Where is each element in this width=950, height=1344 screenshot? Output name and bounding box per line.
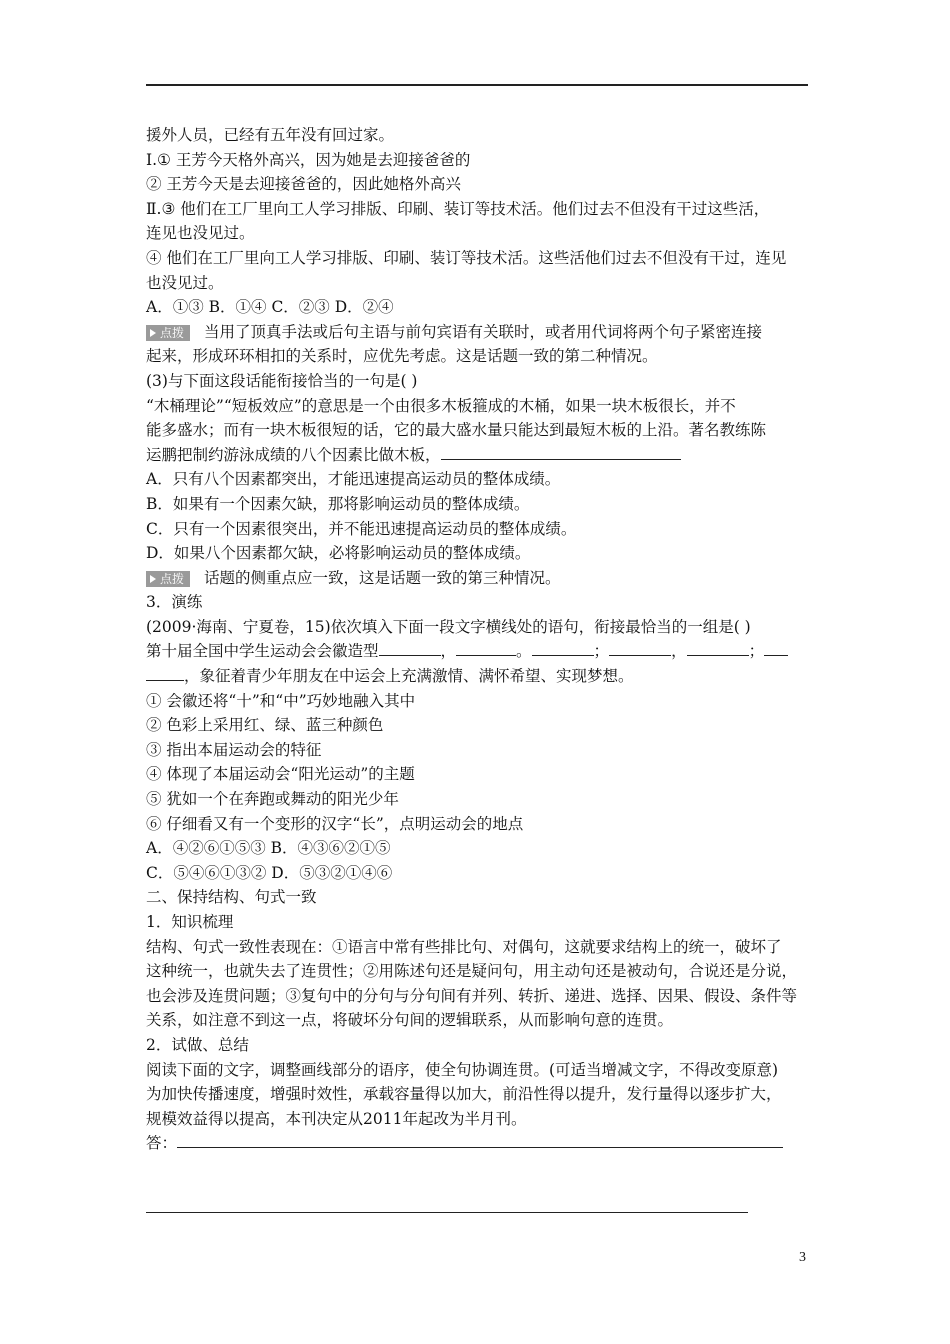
answer-options: C．⑤④⑥①③② D．⑤③②①④⑥ xyxy=(146,863,393,882)
text-line: ④ 他们在工厂里向工人学习排版、印刷、装订等技术活。这些活他们过去不但没有干过，连见 xyxy=(146,248,787,267)
list-item: ④ 体现了本届运动会“阳光运动”的主题 xyxy=(146,765,415,784)
tip-line: 点拨 当用了顶真手法或后句主语与前句宾语有关联时，或者用代词将两个句子紧密连接 xyxy=(146,320,810,345)
list-item: ⑥ 仔细看又有一个变形的汉字“长”，点明运动会的地点 xyxy=(146,814,524,833)
list-item: ② 色彩上采用红、绿、蓝三种颜色 xyxy=(146,716,384,735)
text-line: 也没见过。 xyxy=(146,273,224,292)
list-item: ③ 指出本届运动会的特征 xyxy=(146,740,322,759)
tip-badge: 点拨 xyxy=(146,571,190,587)
question-stem: (2009·海南、宁夏卷，15)依次填入下面一段文字横线处的语句，衔接最恰当的一组是( ) xyxy=(146,617,751,636)
subsection-heading: 2．试做、总结 xyxy=(146,1035,249,1054)
fill-blank xyxy=(532,640,594,656)
option-d: D．如果八个因素都欠缺，必将影响运动员的整体成绩。 xyxy=(146,544,531,563)
play-icon xyxy=(150,575,156,583)
subsection-heading: 1．知识梳理 xyxy=(146,913,234,931)
passage-line: 运鹏把制约游泳成绩的八个因素比做木板， xyxy=(146,443,810,468)
fill-blank xyxy=(687,640,749,656)
task-line: 规模效益得以提高，本刊决定从2011年起改为半月刊。 xyxy=(146,1109,527,1128)
text-line: Ⅱ.③ 他们在工厂里向工人学习排版、印刷、装订等技术活。他们过去不但没有干过这些活， xyxy=(146,199,770,218)
paragraph-line: 也会涉及连贯问题；③复句中的分句与分句间有并列、转折、递进、选择、因果、假设、条件等 xyxy=(146,986,798,1005)
answer-line: 答： xyxy=(146,1131,810,1156)
header-rule xyxy=(146,84,808,86)
play-icon xyxy=(150,329,156,337)
passage-line: 能多盛水；而有一块木板很短的话，它的最大盛水量只能达到最短木板的上沿。著名教练陈 xyxy=(146,421,767,440)
fill-line: 第十届全国中学生运动会会徽造型 ， 。 ； ， ； xyxy=(146,639,810,664)
answer-options: A．④②⑥①⑤③ B．④③⑥②①⑤ xyxy=(146,839,391,858)
list-item: ① 会徽还将“十”和“中”巧妙地融入其中 xyxy=(146,691,416,710)
tip-line: 起来，形成环环相扣的关系时，应优先考虑。这是话题一致的第二种情况。 xyxy=(146,347,658,366)
text-line: ② 王芳今天是去迎接爸爸的，因此她格外高兴 xyxy=(146,175,461,194)
fill-blank xyxy=(764,640,788,656)
paragraph-line: 关系，如注意不到这一点，将破坏分句间的逻辑联系，从而影响句意的连贯。 xyxy=(146,1011,674,1030)
section-heading: 3．演练 xyxy=(146,593,203,612)
fill-blank xyxy=(609,640,671,656)
fill-blank xyxy=(146,665,184,681)
paragraph-line: 结构、句式一致性表现在：①语言中常有些排比句、对偶句，这就要求结构上的统一，破坏了 xyxy=(146,937,782,956)
answer-blank[interactable] xyxy=(177,1132,783,1148)
tip-line: 点拨 话题的侧重点应一致，这是话题一致的第三种情况。 xyxy=(146,566,810,591)
fill-blank xyxy=(456,640,516,656)
passage-line: “木桶理论”“短板效应”的意思是一个由很多木板箍成的木桶，如果一块木板很长，并不 xyxy=(146,396,736,415)
answer-options: A．①③ B．①④ C．②③ D．②④ xyxy=(146,298,394,317)
tip-badge: 点拨 xyxy=(146,325,190,341)
fill-blank xyxy=(379,640,441,656)
task-line: 为加快传播速度，增强时效性，承载容量得以加大，前沿性得以提升，发行量得以逐步扩大， xyxy=(146,1085,782,1104)
question-stem: (3)与下面这段话能衔接恰当的一句是( ) xyxy=(146,371,418,390)
fill-blank xyxy=(441,444,681,460)
text-line: 连见也没见过。 xyxy=(146,224,255,243)
text-line: Ⅰ.① 王芳今天格外高兴，因为她是去迎接爸爸的 xyxy=(146,150,471,169)
option-c: C．只有一个因素很突出，并不能迅速提高运动员的整体成绩。 xyxy=(146,519,577,538)
answer-rule xyxy=(146,1212,748,1213)
task-line: 阅读下面的文字，调整画线部分的语序，使全句协调连贯。(可适当增减文字，不得改变原意) xyxy=(146,1060,779,1079)
section-heading: 二、保持结构、句式一致 xyxy=(146,888,317,907)
list-item: ⑤ 犹如一个在奔跑或舞动的阳光少年 xyxy=(146,790,399,809)
option-b: B．如果有一个因素欠缺，那将影响运动员的整体成绩。 xyxy=(146,494,530,513)
page-content xyxy=(146,123,810,1156)
page-number: 3 xyxy=(799,1250,806,1265)
option-a: A．只有八个因素都突出，才能迅速提高运动员的整体成绩。 xyxy=(146,470,561,489)
fill-line: ，象征着青少年朋友在中运会上充满激情、满怀希望、实现梦想。 xyxy=(146,664,810,689)
text-line: 援外人员，已经有五年没有回过家。 xyxy=(146,126,395,144)
paragraph-line: 这种统一，也就失去了连贯性；②用陈述句还是疑问句，用主动句还是被动句，合说还是分说， xyxy=(146,962,798,981)
